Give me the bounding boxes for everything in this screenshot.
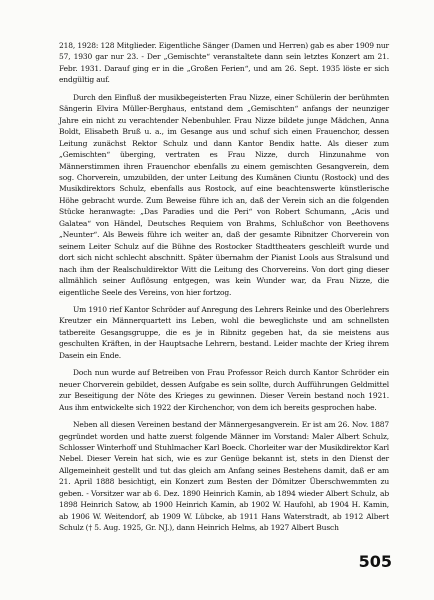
paragraph-new-chorverein: Doch nun wurde auf Betreiben von Frau Professor Reich durch Kantor Schröder ein neuer Chorverein gebildet, dessen Aufgabe es sein sollte, durch Aufführungen Geldmittel zur Beseitigung der Nöte des Krieges zu gewinnen. Dieser Verein bestand noch 1921. Aus ihm entwickelte sich 1922 der Kirchenchor, von dem ich bereits gesprochen habe. [59, 368, 389, 412]
page-number: 505 [358, 552, 392, 571]
body-text [59, 40, 389, 540]
paragraph-maennerquartett: Um 1910 rief Kantor Schröder auf Anregung des Lehrers Reinke und des Oberlehrers Kreutzer ein Männerquartett ins Leben, wohl die beweglichste und am schnellsten tatbereite Gesangsgruppe, die es je in Ribnitz gegeben hat, da sie meistens aus geschulten Kräften, in der Hauptsache Lehrern, bestand. Leider machte der Krieg ihrem Dasein ein Ende. [59, 304, 389, 360]
paragraph-membership-history: 218, 1928: 128 Mitglieder. Eigentliche Sänger (Damen und Herren) gab es aber 1909 nur 57, 1930 gar nur 23. - Der „Gemischte“ veranstaltete dann sein letztes Konzert am 21. Febr. 1931. Darauf ging er in die „Großen Ferien“, und am 26. Sept. 1935 löste er sich endgültig auf. [59, 41, 389, 85]
paragraph-maennergesangverein: Neben all diesen Vereinen bestand der Männergesangverein. Er ist am 26. Nov. 1887 gegründet worden und hatte zuerst folgende Männer im Vorstand: Maler Albert Schulz, Schlosser Winterhoff und Stuhlmacher Karl Boeck. Chorleiter war der Musikdirektor Karl Nebel. Dieser Verein hat sich, wie es zur Genüge bekannt ist, stets in den Dienst der Allgemeinheit gestellt und tut das gleich am Anfang seines Bestehens damit, daß er am 21. April 1888 besichtigt, ein Konzert zum Besten der Dömitzer Überschwemmten zu geben. - Vorsitzer war ab 6. Dez. 1890 Heinrich Kamin, ab 1894 wieder Albert Schulz, ab 1898 Heinrich Satow, ab 1900 Heinrich Kamin, ab 1902 W. Haufohl, ab 1904 H. Kamin, ab 1906 W. Weitendorf, ab 1909 W. Lübcke, ab 1911 Hans Waterstradt, ab 1912 Albert Schulz († 5. Aug. 1925, Gr. NJ.), dann Heinrich Helms, ab 1927 Albert Busch [59, 420, 389, 533]
paragraph-chorverein: Durch den Einfluß der musikbegeisterten Frau Nizze, einer Schülerin der berühmten Sängerin Elvira Müller-Berghaus, entstand dem „Gemischten“ anfangs der neunziger Jahre ein nicht zu verachtender Nebenbuhler. Frau Nizze bildete junge Mädchen, Anna Boldt, Elisabeth Bruß u. a., im Gesange aus und schuf sich einen Frauenchor, dessen Leitung zunächst Rektor Schulz und dann Kantor Bendix hatte. Als dieser zum „Gemischten“ überging, vertraten es Frau Nizze, durch Hinzunahme von Männerstimmen ihren Frauenchor ebenfalls zu einem gemischten Gesangverein, dem sog. Chorverein, umzubilden, der unter Leitung des Kumänen Ciuntu (Rostock) und des Musikdirektors Schulz, ebenfalls aus Rostock, auf eine beachtenswerte künstlerische Höhe gebracht wurde. Zum Beweise führe ich an, daß der Verein sich an die folgenden Stücke heranwagte: „Das Paradies und die Peri“ von Robert Schumann, „Acis und Galatea“ von Händel, Deutsches Requiem von Brahms, Schlußchor von Beethovens „Neunter“. Als Beweis führe ich weiter an, daß der gesamte Ribnitzer Chorverein von seinem Leiter Schulz auf die Bühne des Rostocker Stadttheaters geschleift wurde und dort sich nicht schlecht abschnitt. Später übernahm der Pianist Lools aus Stralsund und nach ihm der Realschuldirektor Witt die Leitung des Chorvereins. Von dort ging dieser allmählich seiner Auflösung entgegen, was kein Wunder war, da Frau Nizze, die eigentliche Seele des Vereins, von hier fortzog. [59, 92, 389, 297]
